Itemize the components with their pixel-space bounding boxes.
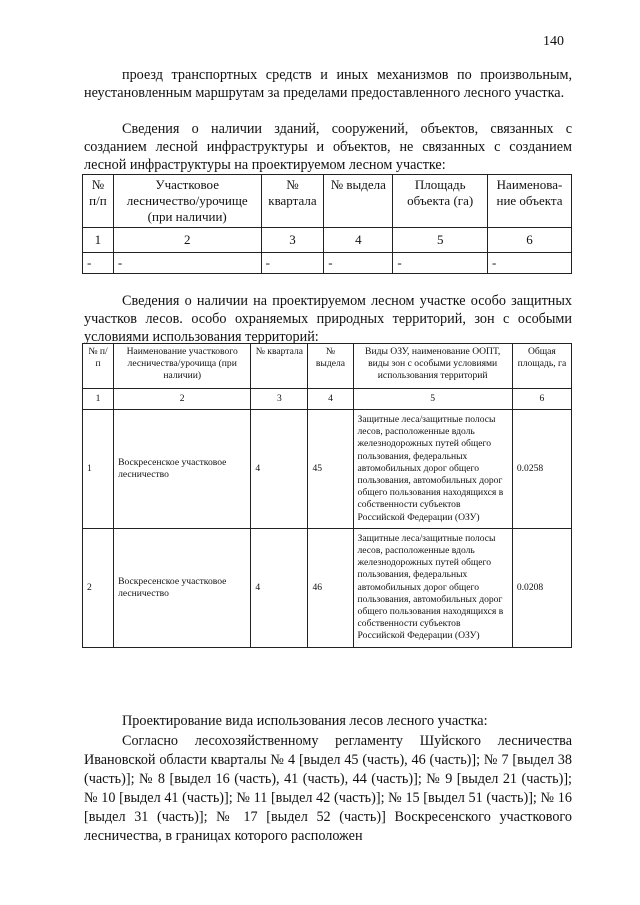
header-cell: № квартала	[261, 175, 324, 228]
table-cell: 3	[261, 228, 324, 253]
paragraph-2: Сведения о наличии зданий, сооружений, объектов, связанных с созданием лесной инфраструктуры и объектов, не связанных с созданием лесной инфраструктуры на проектируемом лесном участке:	[84, 121, 572, 173]
header-cell: Участковое лесничество/урочище (при наличии)	[113, 175, 261, 228]
header-cell: Наименование участкового лесничества/урочища (при наличии)	[114, 344, 251, 389]
table-cell: 4	[308, 389, 353, 410]
header-cell: Наименова-ние объекта	[488, 175, 572, 228]
table-cell: 5	[393, 228, 488, 253]
table-cell: 6	[488, 228, 572, 253]
table-cell: 1	[83, 410, 114, 529]
table-cell: -	[113, 253, 261, 274]
table-cell: 1	[83, 228, 114, 253]
table-cell: 1	[83, 389, 114, 410]
header-cell: № п/п	[83, 344, 114, 389]
table-cell: 45	[308, 410, 353, 529]
table-cell: 5	[353, 389, 512, 410]
header-cell: Виды ОЗУ, наименование ООПТ, виды зон с особыми условиями использования территорий	[353, 344, 512, 389]
table-cell: 0.0258	[512, 410, 571, 529]
table-cell: -	[488, 253, 572, 274]
table-cell: 6	[512, 389, 571, 410]
table-cell: 3	[251, 389, 308, 410]
paragraph-1: проезд транспортных средств и иных механизмов по произвольным, неустановленным маршрутам за пределами предоставленного лесного участка.	[84, 67, 572, 101]
paragraph-3: Сведения о наличии на проектируемом лесном участке особо защитных участков лесов. особо охраняемых природных территорий, зон с особыми условиями использования территорий:	[84, 293, 572, 345]
table-header-row	[83, 175, 572, 228]
header-cell: № выдела	[308, 344, 353, 389]
header-cell: № квартала	[251, 344, 308, 389]
page-number: 140	[543, 34, 564, 49]
table-row	[83, 528, 572, 647]
table-cell: 4	[251, 528, 308, 647]
table-cell: -	[393, 253, 488, 274]
table-cell: 46	[308, 528, 353, 647]
table-cell: -	[261, 253, 324, 274]
paragraph-4: Проектирование вида использования лесов лесного участка:	[122, 713, 488, 729]
table-number-row	[83, 228, 572, 253]
infrastructure-table	[82, 174, 572, 274]
header-cell: № выдела	[324, 175, 393, 228]
table-cell: 0.0208	[512, 528, 571, 647]
table-row	[83, 410, 572, 529]
table-cell: 4	[324, 228, 393, 253]
table-cell: -	[83, 253, 114, 274]
table-number-row	[83, 389, 572, 410]
table-row	[83, 253, 572, 274]
table-cell: Защитные леса/защитные полосы лесов, расположенные вдоль железнодорожных путей общего пользования, федеральных автомобильных дорог общего пользования, автомобильных дорог общего пользования находящихся в собственности субъектов Российской Федерации (ОЗУ)	[353, 410, 512, 529]
table-cell: Защитные леса/защитные полосы лесов, расположенные вдоль железнодорожных путей общего пользования, федеральных автомобильных дорог общего пользования, автомобильных дорог общего пользования находящихся в собственности субъектов Российской Федерации (ОЗУ)	[353, 528, 512, 647]
table-cell: Воскресенское участковое лесничество	[114, 528, 251, 647]
table-cell: 2	[114, 389, 251, 410]
header-cell: Общая площадь, га	[512, 344, 571, 389]
table-cell: Воскресенское участковое лесничество	[114, 410, 251, 529]
table-header-row	[83, 344, 572, 389]
header-cell: № п/п	[83, 175, 114, 228]
table-cell: 2	[113, 228, 261, 253]
protected-areas-table	[82, 343, 572, 648]
header-cell: Площадь объекта (га)	[393, 175, 488, 228]
table-cell: 4	[251, 410, 308, 529]
paragraph-5: Согласно лесохозяйственному регламенту Шуйского лесничества Ивановской области кварталы № 4 [выдел 45 (часть), 46 (часть)]; № 7 [выдел 38 (часть)]; № 8 [выдел 16 (часть), 41 (часть), 44 (часть)]; № 9 [выдел 21 (часть)]; № 10 [выдел 41 (часть)]; № 11 [выдел 42 (часть)]; № 15 [выдел 51 (часть)]; № 16 [выдел 31 (часть)]; № 17 [выдел 52 (часть)] Воскресенского участкового лесничества, в границах которого расположен	[84, 733, 572, 844]
table-cell: -	[324, 253, 393, 274]
table-cell: 2	[83, 528, 114, 647]
